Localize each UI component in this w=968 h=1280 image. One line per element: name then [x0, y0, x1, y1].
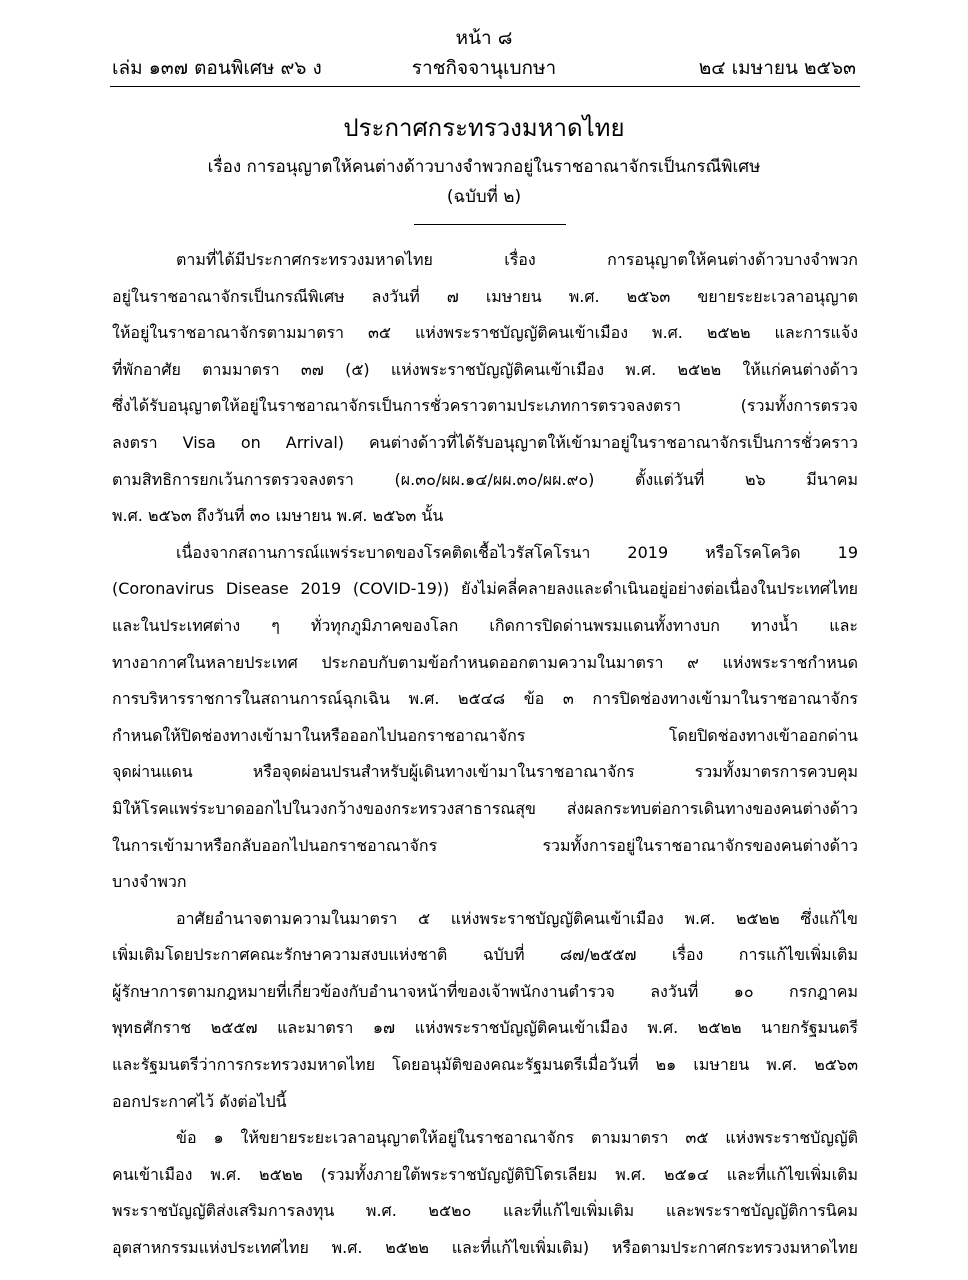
- document-subject: เรื่อง การอนุญาตให้คนต่างด้าวบางจำพวกอยู่ในราชอาณาจักรเป็นกรณีพิเศษ: [207, 157, 761, 177]
- text-line: คนเข้าเมือง พ.ศ. ๒๕๒๒ (รวมทั้งภายใต้พระราชบัญญัติปิโตรเลียม พ.ศ. ๒๕๑๔ และที่แก้ไขเพิ่มเติม: [112, 1164, 858, 1184]
- text-line: ในการเข้ามาหรือกลับออกไปนอกราชอาณาจักร รวมทั้งการอยู่ในราชอาณาจักรของคนต่างด้าว: [112, 835, 858, 855]
- text-line: ตามที่ได้มีประกาศกระทรวงมหาดไทย เรื่อง การอนุญาตให้คนต่างด้าวบางจำพวก: [176, 250, 858, 269]
- text-line: ลงตรา Visa on Arrival) คนต่างด้าวที่ได้รับอนุญาตให้เข้ามาอยู่ในราชอาณาจักรเป็นการชั่วคราว: [112, 432, 858, 452]
- text-line: มิให้โรคแพร่ระบาดออกไปในวงกว้างของกระทรวงสาธารณสุข ส่งผลกระทบต่อการเดินทางของคนต่างด้าว: [112, 798, 858, 818]
- text-line: และในประเทศต่าง ๆ ทั่วทุกภูมิภาคของโลก เกิดการปิดด่านพรมแดนทั้งทางบก ทางน้ำ และ: [112, 615, 858, 635]
- text-line: ข้อ ๑ ให้ขยายระยะเวลาอนุญาตให้อยู่ในราชอาณาจักร ตามมาตรา ๓๕ แห่งพระราชบัญญัติ: [176, 1128, 858, 1148]
- document-edition: (ฉบับที่ ๒): [446, 187, 522, 207]
- paragraph-authority: [112, 901, 858, 1121]
- document-title: ประกาศกระทรวงมหาดไทย: [343, 114, 625, 142]
- text-line: อาศัยอำนาจตามความในมาตรา ๕ แห่งพระราชบัญญัติคนเข้าเมือง พ.ศ. ๒๕๒๒ ซึ่งแก้ไข: [176, 908, 858, 928]
- text-line: การบริหารราชการในสถานการณ์ฉุกเฉิน พ.ศ. ๒๕๔๘ ข้อ ๓ การปิดช่องทางเข้ามาในราชอาณาจักร: [112, 689, 858, 709]
- text-line: ที่พักอาศัย ตามมาตรา ๓๗ (๕) แห่งพระราชบัญญัติคนเข้าเมือง พ.ศ. ๒๕๒๒ ให้แก่คนต่างด้าว: [112, 359, 858, 379]
- text-line: ออกประกาศไว้ ดังต่อไปนี้: [112, 1091, 287, 1111]
- text-line: ให้อยู่ในราชอาณาจักรตามมาตรา ๓๕ แห่งพระราชบัญญัติคนเข้าเมือง พ.ศ. ๒๕๒๒ และการแจ้ง: [112, 323, 858, 343]
- text-line: พุทธศักราช ๒๕๕๗ และมาตรา ๑๗ แห่งพระราชบัญญัติคนเข้าเมือง พ.ศ. ๒๕๒๒ นายกรัฐมนตรี: [112, 1018, 858, 1038]
- paragraph-situation: [112, 535, 858, 901]
- text-line: ผู้รักษาการตามกฎหมายที่เกี่ยวข้องกับอำนาจหน้าที่ของเจ้าพนักงานตำรวจ ลงวันที่ ๑๐ กรกฎาคม: [112, 981, 858, 1001]
- text-line: (Coronavirus Disease 2019 (COVID-19)) ยังไม่คลี่คลายลงและดำเนินอยู่อย่างต่อเนื่องในประเทศไทย: [112, 579, 858, 599]
- paragraph-preamble: [112, 242, 858, 535]
- text-line: อยู่ในราชอาณาจักรเป็นกรณีพิเศษ ลงวันที่ ๗ เมษายน พ.ศ. ๒๕๖๓ ขยายระยะเวลาอนุญาต: [112, 286, 858, 306]
- text-line: พ.ศ. ๒๕๖๓ ถึงวันที่ ๓๐ เมษายน พ.ศ. ๒๕๖๓ นั้น: [112, 506, 444, 526]
- text-line: กำหนดให้ปิดช่องทางเข้ามาในหรือออกไปนอกราชอาณาจักร โดยปิดช่องทางเข้าออกด่าน: [112, 725, 858, 745]
- header-divider: [110, 86, 860, 87]
- text-line: พระราชบัญญัติส่งเสริมการลงทุน พ.ศ. ๒๕๒๐ และที่แก้ไขเพิ่มเติม และพระราชบัญญัติการนิคม: [112, 1201, 858, 1221]
- publication-date: ๒๔ เมษายน ๒๕๖๓: [698, 57, 856, 79]
- volume-issue: เล่ม ๑๓๗ ตอนพิเศษ ๙๖ ง: [112, 57, 322, 79]
- text-line: จุดผ่านแดน หรือจุดผ่อนปรนสำหรับผู้เดินทางเข้ามาในราชอาณาจักร รวมทั้งมาตรการควบคุม: [112, 762, 858, 782]
- text-line: บางจำพวก: [112, 872, 187, 892]
- text-line: เนื่องจากสถานการณ์แพร่ระบาดของโรคติดเชื้อไวรัสโคโรนา 2019 หรือโรคโควิด 19: [176, 542, 858, 562]
- document-body: [112, 242, 858, 1267]
- page-number: หน้า ๘: [455, 27, 513, 49]
- publication-name: ราชกิจจานุเบกษา: [411, 57, 557, 79]
- text-line: ซึ่งได้รับอนุญาตให้อยู่ในราชอาณาจักรเป็นการชั่วคราวตามประเภทการตรวจลงตรา (รวมทั้งการตรวจ: [112, 396, 858, 416]
- title-divider: [414, 224, 566, 225]
- text-line: และรัฐมนตรีว่าการกระทรวงมหาดไทย โดยอนุมัติของคณะรัฐมนตรีเมื่อวันที่ ๒๑ เมษายน พ.ศ. ๒๕๖๓: [112, 1055, 858, 1075]
- paragraph-clause-1: [112, 1120, 858, 1266]
- text-line: ตามสิทธิการยกเว้นการตรวจลงตรา (ผ.๓๐/ผผ.๑๔/ผผ.๓๐/ผผ.๙๐) ตั้งแต่วันที่ ๒๖ มีนาคม: [112, 469, 858, 489]
- text-line: เพิ่มเติมโดยประกาศคณะรักษาความสงบแห่งชาติ ฉบับที่ ๘๗/๒๕๕๗ เรื่อง การแก้ไขเพิ่มเติม: [112, 945, 858, 965]
- text-line: ทางอากาศในหลายประเทศ ประกอบกับตามข้อกำหนดออกตามความในมาตรา ๙ แห่งพระราชกำหนด: [112, 652, 858, 672]
- text-line: อุตสาหกรรมแห่งประเทศไทย พ.ศ. ๒๕๒๒ และที่แก้ไขเพิ่มเติม) หรือตามประกาศกระทรวงมหาดไทย: [112, 1238, 858, 1258]
